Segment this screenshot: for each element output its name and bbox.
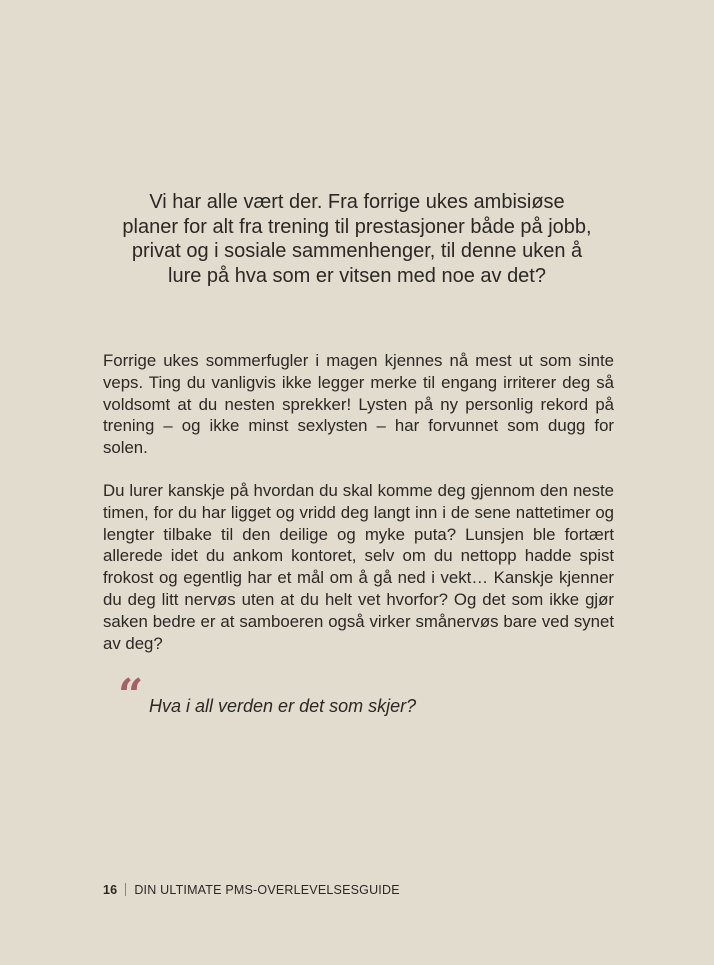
page-number: 16: [103, 883, 118, 897]
footer-divider: [125, 883, 126, 896]
intro-paragraph: Vi har alle vært der. Fra forrige ukes ambisiøse planer for alt fra trening til prestasjoner både på jobb, privat og i sosiale sammenhenger, til denne uken å lure på hva som er vitsen med noe av det?: [122, 191, 592, 287]
quote-mark-icon: “: [118, 670, 144, 721]
body-paragraph-1: Forrige ukes sommerfugler i magen kjennes nå mest ut som sinte veps. Ting du vanligvis ikke legger merke til engang irriterer deg så voldsomt at du nesten sprekker! Lysten på ny personlig rekord på trening – og ikke minst sexlysten – har forvunnet som dugg for solen.: [103, 351, 614, 458]
pull-quote-text: Hva i all verden er det som skjer?: [149, 696, 417, 716]
book-title: DIN ULTIMATE PMS-OVERLEVELSESGUIDE: [134, 883, 400, 897]
body-text: [103, 350, 614, 675]
pull-quote: [118, 670, 598, 728]
page-footer: [103, 883, 400, 897]
body-paragraph-2: Du lurer kanskje på hvordan du skal komme deg gjennom den neste timen, for du har ligget og vridd deg langt inn i de sene nattetimer og lengter tilbake til den deilige og myke puta? Lunsjen ble fortært allerede idet du ankom kontoret, selv om du nettopp hadde spist frokost og egentlig har et mål om å gå ned i vekt… Kanskje kjenner du deg litt nervøs uten at du helt vet hvorfor? Og det som ikke gjør saken bedre er at samboeren også virker smånervøs bare ved synet av deg?: [103, 480, 614, 653]
